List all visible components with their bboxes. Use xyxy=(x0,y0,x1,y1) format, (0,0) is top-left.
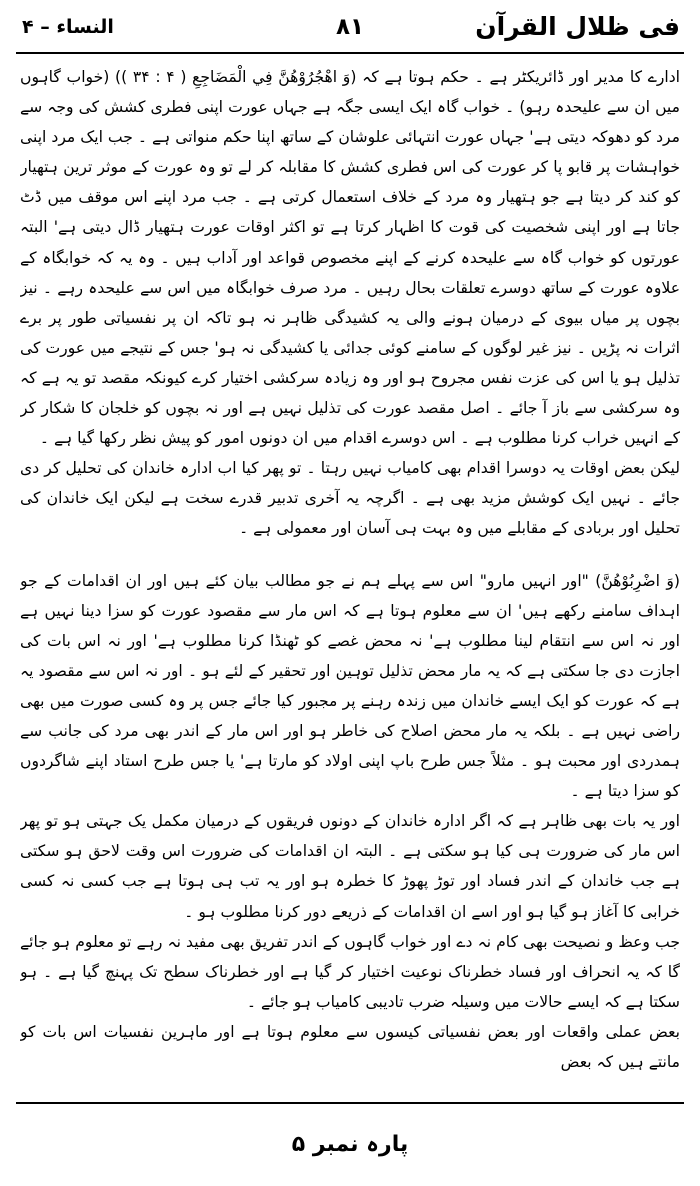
paragraph-5: جب وعظ و نصیحت بھی کام نہ دے اور خواب گاہوں کے اندر تفریق بھی مفید نہ رہے تو معلوم ہو جائے گا کہ یہ انحراف اور فساد خطرناک نوعیت اختیار کر گیا ہے اور خطرناک سطح تک پہنچ گیا ہے ۔ ہو سکتا ہے کہ ایسے حالات میں وسیلہ ضرب تادیبی کامیاب ہو جائے ۔ xyxy=(20,932,680,1011)
paragraph-1: ادارے کا مدیر اور ڈائریکٹر ہے ۔ حکم ہوتا ہے کہ (وَ اهْجُرُوْهُنَّ فِي الْمَضَاجِعِ ( ۴ : ۳۴ )) (خواب گاہوں میں ان سے علیحدہ رہو) ۔ خواب گاہ ایک ایسی جگہ ہے جہاں عورت اپنی فطری کشش کی وجہ سے مرد کو دھوکہ دیتی ہے' جہاں عورت انتہائی علوشان کے ساتھ اپنا حکم منواتی ہے ۔ جب ایک مرد اپنی خواہشات پر قابو پا کر عورت کی اس فطری کشش کا مقابلہ کر لے تو وہ عورت کے موثر ترین ہتھیار کو کند کر دیتا ہے جو ہتھیار وہ مرد کے خلاف استعمال کرتی ہے ۔ جب مرد اپنے اس موقف میں ڈٹ جاتا ہے اور اپنی شخصیت کی قوت کا اظہار کرتا ہے تو اکثر اوقات عورت ہتھیار ڈال دیتی ہے' البتہ عورتوں کو خواب گاہ سے علیحدہ کرنے کے اپنے مخصوص قواعد اور آداب ہیں ۔ وہ یہ کہ خوابگاہ کے علاوہ عورت کے ساتھ دوسرے تعلقات بحال رہیں ۔ مرد صرف خوابگاہ میں اس سے علیحدہ رہے ۔ نیز بچوں پر میاں بیوی کے درمیان ہونے والی یہ کشیدگی ظاہر نہ ہو تاکہ ان پر نفسیاتی طور پر برے اثرات نہ پڑیں ۔ نیز غیر لوگوں کے سامنے کوئی جدائی یا کشیدگی نہ ہو' جس کے نتیجے میں عورت کی تذلیل ہو یا اس کی عزت نفس مجروح ہو اور وہ زیادہ سرکشی اختیار کرے کیونکہ مقصد تو یہ ہے کہ وہ سرکشی سے باز آ جائے ۔ اصل مقصد عورت کی تذلیل نہیں ہے اور نہ بچوں کو خلجان کا شکار کر کے انہیں خراب کرنا مطلوب ہے ۔ اس دوسرے اقدام میں ان دونوں امور کو پیش نظر رکھا گیا ہے ۔ xyxy=(20,68,680,448)
book-title: فی ظلال القرآن xyxy=(475,12,680,41)
page-header xyxy=(14,6,686,52)
paragraph-6: بعض عملی واقعات اور بعض نفسیاتی کیسوں سے معلوم ہوتا ہے اور ماہرین نفسیات اس بات کو مانتے ہیں کہ بعض xyxy=(20,1022,680,1071)
body-text xyxy=(20,62,680,1106)
paragraph-2: لیکن بعض اوقات یہ دوسرا اقدام بھی کامیاب نہیں رہتا ۔ تو پھر کیا اب ادارہ خاندان کی تحلیل کر دی جائے ۔ نہیں ایک کوشش مزید بھی ہے ۔ اگرچہ یہ آخری تدبیر قدرے سخت ہے لیکن ایک خاندان کی تحلیل اور بربادی کے مقابلے میں وہ بہت ہی آسان اور معمولی ہے ۔ xyxy=(20,459,680,538)
page-number: ۸۱ xyxy=(335,14,365,40)
paragraph-3: (وَ اضْرِبُوْهُنَّ) "اور انہیں مارو" اس سے پہلے ہم نے جو مطالب بیان کئے ہیں اور ان اقدامات کے جو اہداف سامنے رکھے ہیں' ان سے معلوم ہوتا ہے کہ اس مار سے مقصود عورت کو سزا دینا نہیں ہے اور نہ اس سے انتقام لینا مطلوب ہے' نہ محض غصے کو ٹھنڈا کرنا مطلوب ہے' اور نہ اس بات کی اجازت دی جا سکتی ہے کہ یہ مار محض تذلیل توہین اور تحقیر کے لئے ہو ۔ اور نہ اس سے مقصود یہ ہے کہ عورت کو ایک ایسے خاندان میں زندہ رہنے پر مجبور کیا جائے جس پر وہ کسی صورت میں بھی راضی نہیں ہے ۔ بلکہ یہ مار محض اصلاح کی خاطر ہو اور اس مار کے اندر بھی مرد کی جانب سے ہمدردی اور محبت ہو ۔ مثلاً جس طرح باپ اپنی اولاد کو مارتا ہے' یا جس طرح استاد اپنے شاگردوں کو سزا دیتا ہے ۔ xyxy=(20,571,680,801)
surah-label: النساء – ۴ xyxy=(22,16,114,38)
paragraph-4: اور یہ بات بھی ظاہر ہے کہ اگر ادارہ خاندان کے دونوں فریقوں کے درمیان مکمل یک جہتی ہو تو پھر اس مار کی ضرورت ہی کیا ہو سکتی ہے ۔ البتہ ان اقدامات کی ضرورت اس وقت لاحق ہو سکتی ہے جب خاندان کے اندر فساد اور توڑ پھوڑ کا خطرہ ہو اور یہ تب ہی ہوتا ہے جب کسی نہ کسی خرابی کا آغاز ہو گیا ہو اور اسے ان اقدامات کے ذریعے دور کرنا مطلوب ہو ۔ xyxy=(20,812,680,921)
para-label: پارہ نمبر ۵ xyxy=(291,1132,409,1157)
header-divider xyxy=(16,52,684,54)
footer-divider xyxy=(16,1102,684,1104)
